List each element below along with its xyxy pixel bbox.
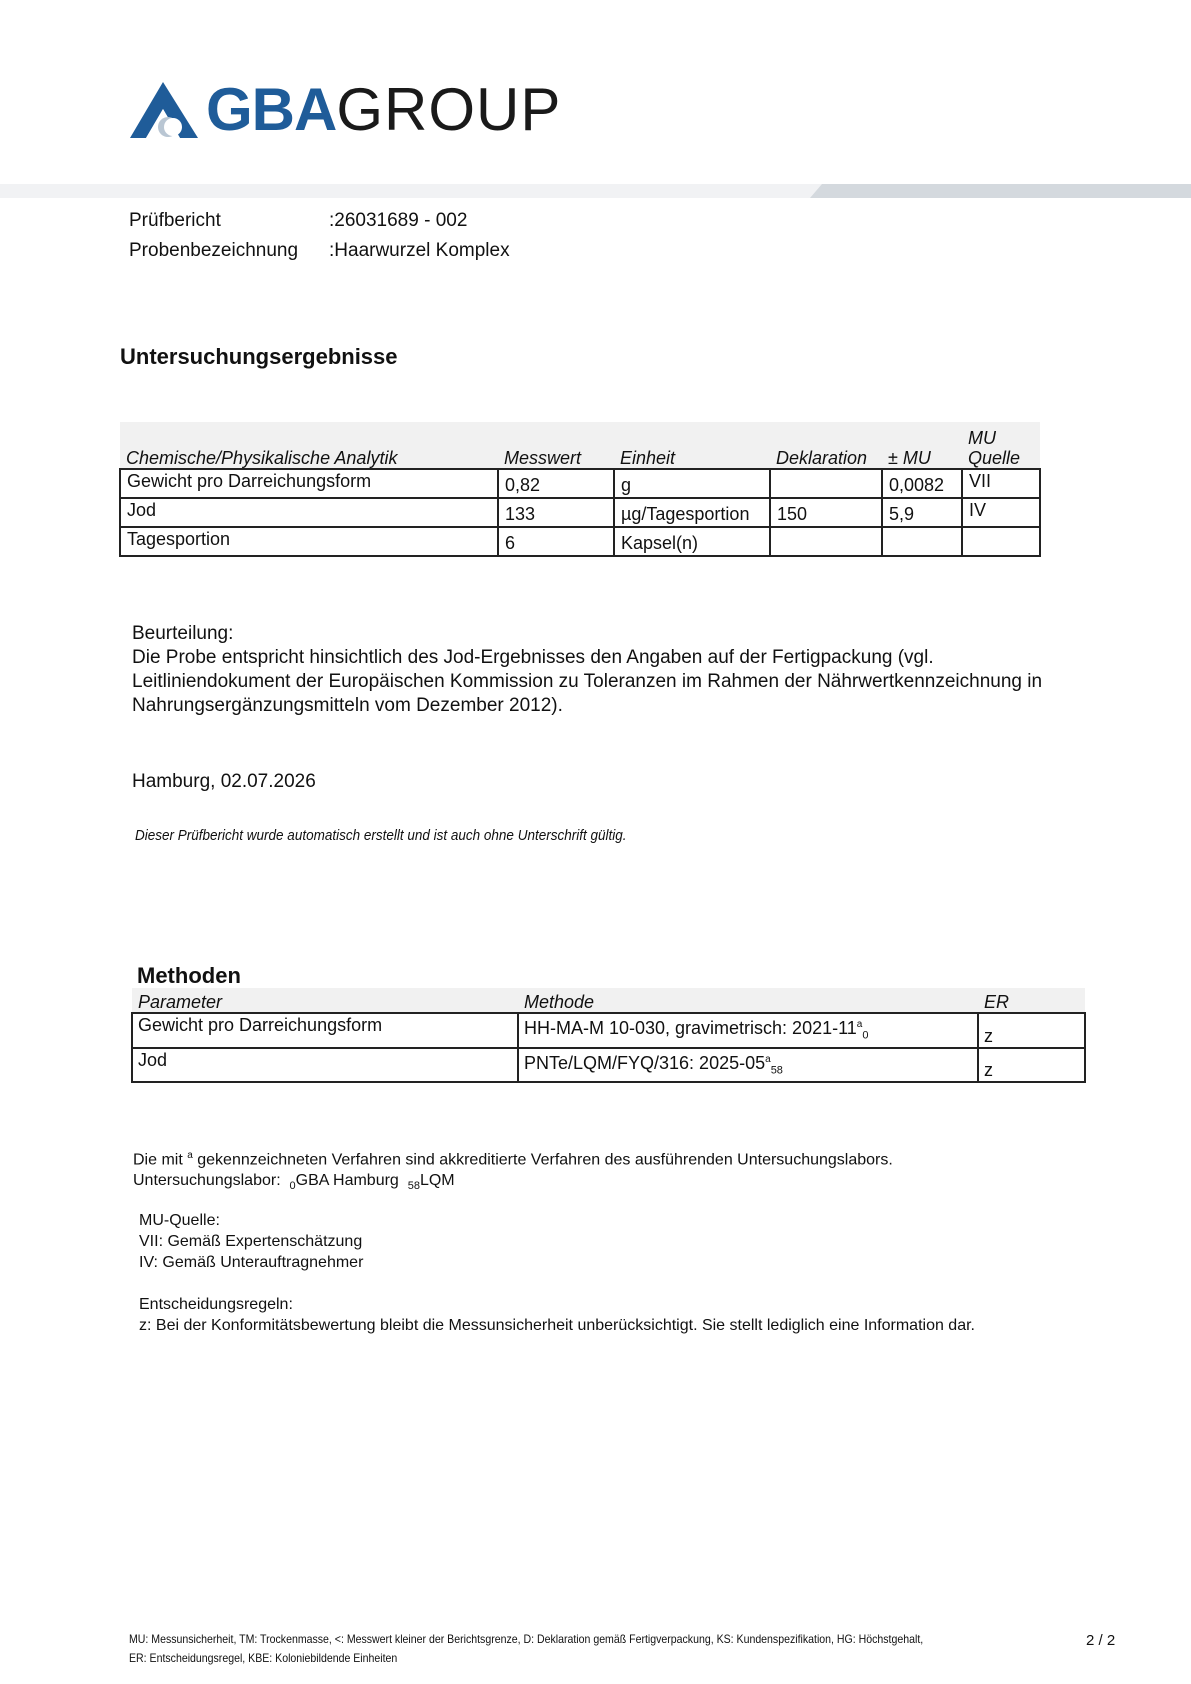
accreditation-mark: a (856, 1019, 863, 1030)
assessment-line: Leitliniendokument der Europäischen Kommission zu Toleranzen im Rahmen der Nährwertkennzeichnung in (132, 671, 1043, 692)
methods-header-cell: Parameter (132, 988, 518, 1013)
logo-text-gba: GBA (206, 76, 337, 143)
table-cell: 0,82 (498, 469, 614, 498)
decision-rules-line: z: Bei der Konformitätsbewertung bleibt die Messunsicherheit unberücksichtigt. Sie stellt lediglich eine Information dar. (139, 1317, 975, 1334)
methods-table (131, 988, 1086, 1083)
place-date: Hamburg, 02.07.2026 (132, 771, 316, 792)
table-cell: µg/Tagesportion (614, 498, 770, 527)
assessment-block (132, 622, 1152, 718)
footer-line: MU: Messunsicherheit, TM: Trockenmasse, <: Messwert kleiner der Berichtsgrenze, D: Deklaration gemäß Fertigverpackung, KS: Kundenspezifikation, HG: Höchstgehalt, (129, 1632, 924, 1646)
table-row (120, 527, 1040, 556)
table-row (120, 469, 1040, 498)
gba-logo-mark-icon (130, 80, 200, 140)
lab-index: 58 (770, 1064, 783, 1077)
table-cell: 133 (498, 498, 614, 527)
mu-source-block (139, 1210, 363, 1273)
lab-line: Untersuchungslabor: $_0$GBA Hamburg $_{58}$LQM (133, 1172, 455, 1193)
method-parameter-cell: Jod (132, 1048, 518, 1083)
table-row (120, 498, 1040, 527)
table-cell: Tagesportion (120, 527, 498, 556)
footer-legend (129, 1630, 1009, 1668)
methods-header-cell: ER (978, 988, 1085, 1013)
logo-text-group: GROUP (336, 76, 562, 143)
table-cell (882, 527, 962, 556)
table-cell: 150 (770, 498, 882, 527)
assessment-heading: Beurteilung: (132, 623, 234, 644)
assessment-line: Nahrungsergänzungsmitteln vom Dezember 2012). (132, 695, 563, 716)
methods-title: Methoden (137, 963, 241, 988)
accreditation-line: Die mit $^a$ gekennzeichneten Verfahren sind akkreditierte Verfahren des ausführenden Untersuchungslabors. (133, 1150, 893, 1169)
results-header-cell: ± MU (882, 422, 962, 469)
mu-source-heading: MU-Quelle: (139, 1212, 220, 1229)
decision-rules-heading: Entscheidungsregeln: (139, 1296, 293, 1313)
auto-generated-note: Dieser Prüfbericht wurde automatisch erstellt und ist auch ohne Unterschrift gültig. (135, 827, 627, 844)
table-cell: g (614, 469, 770, 498)
methods-header-row (132, 988, 1085, 1013)
header-band-accent (810, 184, 1191, 198)
table-cell: Gewicht pro Darreichungsform (120, 469, 498, 498)
report-number-value: :26031689 - 002 (329, 210, 468, 231)
results-table (119, 422, 1041, 557)
table-row (132, 1048, 1085, 1083)
table-cell (962, 527, 1040, 556)
results-header-cell: MU Quelle (962, 422, 1040, 469)
gba-group-logo (130, 75, 561, 145)
method-text: HH-MA-M 10-030, gravimetrisch: 2021-11 (524, 1018, 857, 1038)
sample-name-label: Probenbezeichnung (129, 240, 299, 261)
table-cell: VII (962, 469, 1040, 498)
method-cell (518, 1013, 978, 1048)
table-cell: 0,0082 (882, 469, 962, 498)
page-number: 2 / 2 (1086, 1632, 1116, 1649)
decision-rules-block (139, 1294, 1159, 1336)
assessment-line: Die Probe entspricht hinsichtlich des Jod-Ergebnisses den Angaben auf der Fertigpackung (vgl. (132, 647, 934, 668)
decision-rule-cell: z (978, 1013, 1085, 1048)
results-header-cell: Messwert (498, 422, 614, 469)
footer-line: ER: Entscheidungsregel, KBE: Koloniebildende Einheiten (129, 1651, 398, 1665)
table-cell: Kapsel(n) (614, 527, 770, 556)
accreditation-block (133, 1145, 1153, 1198)
lab-index: 0 (862, 1029, 869, 1042)
table-cell: IV (962, 498, 1040, 527)
table-cell (770, 527, 882, 556)
table-cell (770, 469, 882, 498)
table-cell: 6 (498, 527, 614, 556)
method-parameter-cell: Gewicht pro Darreichungsform (132, 1013, 518, 1048)
method-text: PNTe/LQM/FYQ/316: 2025-05 (524, 1052, 766, 1073)
results-header-cell: Deklaration (770, 422, 882, 469)
table-cell: 5,9 (882, 498, 962, 527)
results-header-cell: Chemische/Physikalische Analytik (120, 422, 498, 469)
methods-header-cell: Methode (518, 988, 978, 1013)
sample-name-value: :Haarwurzel Komplex (329, 240, 510, 261)
results-title: Untersuchungsergebnisse (120, 344, 398, 369)
results-header-cell: Einheit (614, 422, 770, 469)
mu-source-line: IV: Gemäß Unterauftragnehmer (139, 1254, 364, 1271)
accreditation-mark: a (765, 1053, 771, 1065)
decision-rule-cell: z (978, 1048, 1085, 1083)
mu-source-line: VII: Gemäß Expertenschätzung (139, 1233, 363, 1250)
report-number-label: Prüfbericht (129, 210, 221, 231)
table-cell: Jod (120, 498, 498, 527)
table-row (132, 1013, 1085, 1048)
method-cell (518, 1048, 978, 1083)
results-header-row (120, 422, 1040, 469)
